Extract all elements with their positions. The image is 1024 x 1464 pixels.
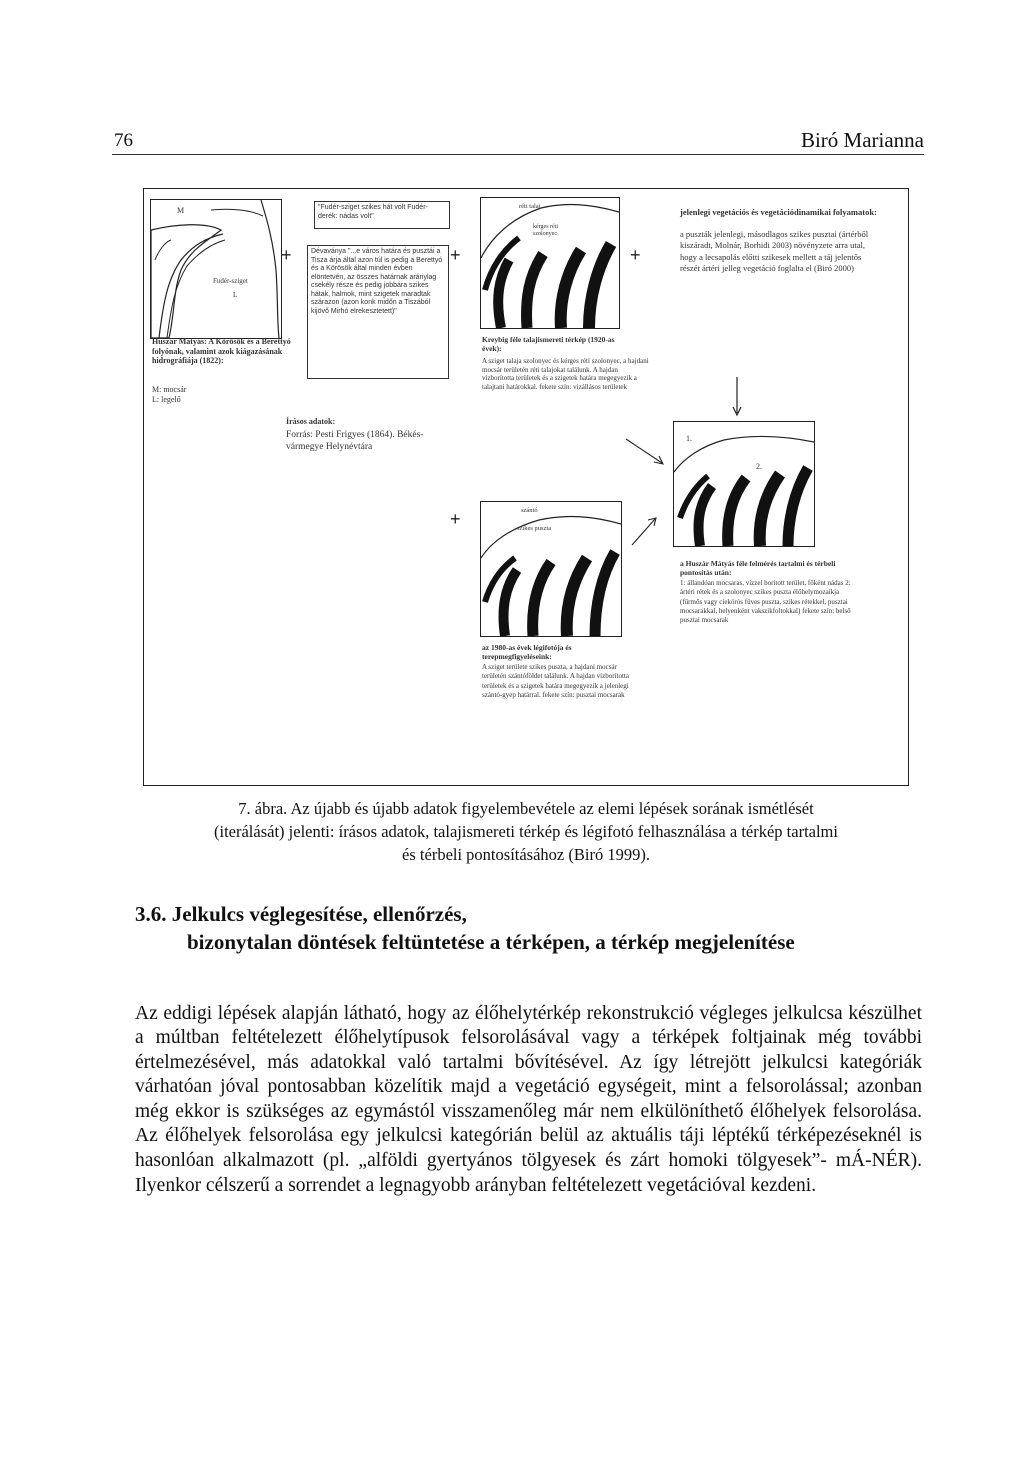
refined-map-drawing: [674, 422, 814, 546]
panel6-desc: 1: állandóan mocsaras, vízzel borított terület, főként nádas 2: ártéri rétek és a szolonyec szikes puszta élőhelymozaikja (fűrmős vagy ciekórós füves puszta, szikes rétekkel, pusztai mocsarakkal, helyenként vakszikfoltokkal) fekete szín: belső pusztai mocsarak: [680, 579, 851, 625]
arrow-to-panel6-bottom: [629, 515, 659, 549]
map-label-szikes-puszta: szikes puszta: [517, 525, 552, 532]
down-arrow: [731, 377, 743, 417]
map-label-kerges: kérges réti szolonyec: [533, 224, 559, 237]
body-paragraph: Az eddigi lépések alapján látható, hogy az élőhelytérkép rekonstrukció végleges jelkulcsa készülhet a múltban feltételezett élőhelytípusok felsorolásával vagy a térképek foltjainak még további értelmezésével, más adatokkal való tartalmi bővítésével. Az így létrejött jelkulcsi kategóriák várhatóan jóval pontosabban közelítik majd a vegetáció egységeit, mint a felsorolással; azonban még ekkor is szükséges az egymástól visszamenőleg már nem elkülöníthető élőhelyek felsorolása. Az élőhelyek felsorolása egy jelkulcsi kategórián belül az aktuális táji léptékű térképezéseknél is hasonlóan alkalmazott (pl. „alföldi gyertyános tölgyesek és zárt homoki tölgyesek”- mÁ-NÉR). Ilyenkor célszerű a sorrendet a legnagyobb arányban feltételezett vegetációval kezdeni.: [135, 1002, 922, 1196]
section-number: 3.6.: [135, 902, 167, 926]
caption-line: 7. ábra. Az újabb és újabb adatok figyelembevétele az elemi lépések sorának ismétlését: [238, 799, 814, 818]
panel4-desc: a puszták jelenlegi, másodlagos szikes pusztai (ártérből kiszáradt, Molnár, Borhidi 2003) növényzete arra utal, hogy a lecsapolás előtti szikesek mellett a táj jelentős részét ártéri jelleg vegetáció foglalta el (Biró 2000): [680, 229, 869, 273]
map-label-l: L: [233, 291, 238, 299]
huszar-map-drawing: [151, 200, 281, 338]
aerial-photo-map: [480, 501, 622, 637]
panel3-title: Kreybig féle talajismereti térkép (1920-as évek):: [482, 335, 615, 353]
running-head: Biró Marianna: [800, 128, 924, 152]
header-rule: [112, 154, 924, 155]
map-label-fuder: Fudér-sziget: [213, 277, 248, 285]
figure-caption: [128, 797, 924, 866]
arrow-to-panel6-top: [624, 437, 668, 471]
section-heading: [135, 900, 795, 956]
panel2-note-top: "Fudér-sziget szikes hát volt Fudér-derék: nádas volt": [314, 201, 450, 229]
plus-sign: +: [450, 245, 461, 265]
panel1-legend-l: L: legelő: [152, 395, 181, 404]
page-number: 76: [114, 130, 133, 151]
kreybig-map-drawing: [481, 198, 619, 328]
huszar-map: [150, 199, 282, 339]
map-label-1: 1.: [686, 434, 692, 443]
panel4-title: jelenlegi vegetációs és vegetációdinamikai folyamatok:: [680, 207, 877, 217]
map-label-szanto: szántó: [521, 507, 538, 514]
plus-sign: +: [281, 245, 292, 265]
panel1-title: Huszár Mátyás: A Körösök és a Berettyó folyónak, valamint azok kiágazásának hidrográfiája (1822):: [152, 337, 291, 365]
map-label-m: M: [177, 206, 185, 215]
panel3-desc: A sziget talaja szolonyec és kérges réti szolonyec, a hajdani mocsár területén réti talajokat találunk. A hajdan vízborította területek és a szigetek határa megegyezik a talajtani határokkal. fekete szín: vizállásos területek: [482, 357, 649, 391]
caption-line: (iterálását) jelenti: írásos adatok, talajismereti térkép és légifotó felhasználása a térkép tartalmi: [214, 822, 838, 841]
section-title-line1: Jelkulcs véglegesítése, ellenőrzés,: [171, 902, 467, 926]
panel2-note-main: Dévaványa "...e város határa és pusztái a Tisza árja által azon túl is pedig a Berettyó és a Körösök által minden évben elöntetvén, az összes határnak aránylag csekély része és pedig jobbára szikes hátak, halmok, mint szigetek maradtak szárazon (azon konk midőn a Tiszából kijövő Mirhó elrekesztetett)": [307, 245, 449, 379]
map-label-reti-talaj: réti talaj: [519, 203, 541, 210]
panel5-title: az 1980-as évek légifotója és terepmegfigyeléseink:: [482, 643, 572, 661]
section-title-line2: bizonytalan döntések feltüntetése a térképen, a térkép megjelenítése: [187, 930, 795, 954]
panel2-title: Írásos adatok:: [286, 417, 336, 426]
panel2-source: Forrás: Pesti Frigyes (1864). Békés-vármegye Helynévtára: [286, 430, 424, 452]
aerial-photo-drawing: [481, 502, 621, 636]
panel1-legend-m: M: mocsár: [152, 385, 187, 394]
plus-sign: +: [450, 509, 461, 529]
kreybig-map: [480, 197, 620, 329]
figure-7: [143, 188, 909, 786]
caption-line: és térbeli pontosításához (Biró 1999).: [402, 845, 650, 864]
map-label-2: 2.: [756, 462, 762, 471]
plus-sign: +: [630, 245, 641, 265]
panel5-desc: A sziget területe szikes puszta, a hajdani mocsár területén szántóföldet találunk. A hajdan vízborította területek és a szigetek határa megegyezik a jelenlegi szántó-gyep határral. fekete szín: pusztai mocsarak: [482, 663, 629, 699]
refined-map: [673, 421, 815, 547]
panel6-title: a Huszár Mátyás féle felmérés tartalmi és térbeli pontosítás után:: [680, 559, 836, 577]
